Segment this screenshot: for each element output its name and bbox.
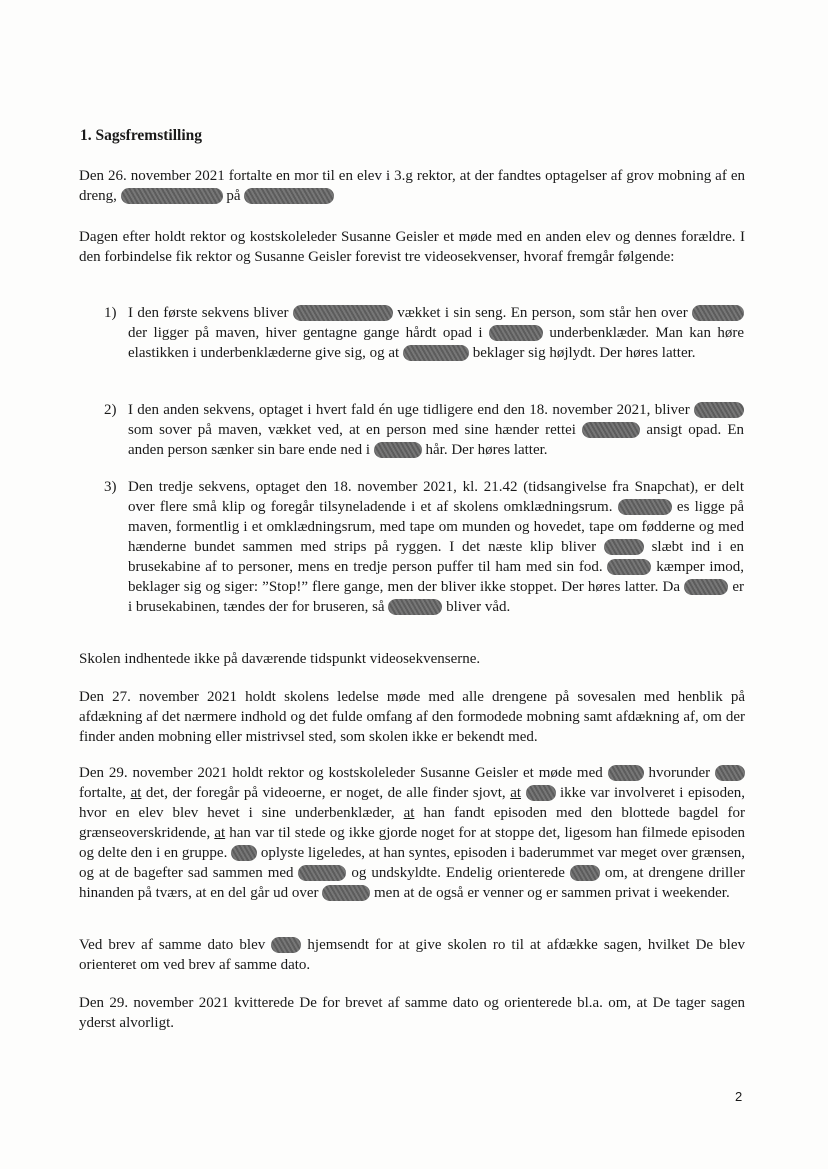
redaction bbox=[388, 599, 442, 615]
list-item: I den første sekvens bliver vækket i sin seng. En person, som står hen over der ligger på maven, hiver gentagne gange hårdt opad i underbenklæder. Man kan høre elastikken i underbenklæderne give sig, og at beklager sig højlydt. Der høres latter. bbox=[128, 305, 745, 361]
redaction bbox=[604, 539, 644, 555]
paragraph-6: Ved brev af samme dato blev hjemsendt for at give skolen ro til at afdække sagen, hvilket De blev orienteret om ved brev af samme dato. bbox=[79, 937, 745, 973]
redaction bbox=[608, 765, 644, 781]
list-item: Den tredje sekvens, optaget den 18. november 2021, kl. 21.42 (tidsangivelse fra Snapchat), er delt over flere små klip og foregår tilsyneladende i et af skolens omklædningsrum. es ligge på maven, formentlig i et omklædningsrum, med tape om munden og hovedet, tape om fødderne og med hænderne bundet sammen med strips på ryggen. I det næste klip bliver slæbt ind i en brusekabine af to personer, mens en tredje person puffer til ham med sin fod. kæmper imod, beklager sig og siger: ”Stop!” flere gange, men der bliver ikke stoppet. Der høres latter. Da er i brusekabinen, tændes der for bruseren, så bliver våd. bbox=[128, 479, 745, 615]
paragraph-2: Dagen efter holdt rektor og kostskoleleder Susanne Geisler et møde med en anden elev og dennes forældre. I den forbindelse fik rektor og Susanne Geisler forevist tre videosekvenser, hvoraf fremgår følgende: bbox=[79, 229, 745, 265]
redaction bbox=[489, 325, 543, 341]
redaction bbox=[570, 865, 600, 881]
redaction bbox=[298, 865, 346, 881]
redaction bbox=[684, 579, 728, 595]
redaction bbox=[694, 402, 744, 418]
list-number: 2) bbox=[104, 402, 117, 418]
section-heading: 1. Sagsfremstilling bbox=[80, 127, 202, 144]
paragraph-1: Den 26. november 2021 fortalte en mor til en elev i 3.g rektor, at der fandtes optagelser af grov mobning af en dreng, på bbox=[79, 168, 745, 204]
paragraph-4: Den 27. november 2021 holdt skolens ledelse møde med alle drengene på sovesalen med henblik på afdækning af det nærmere indhold og det fulde omfang af den formodede mobning samt afdækning af, om der finder anden mobning eller mistrivsel sted, som skolen ikke er bekendt med. bbox=[79, 689, 745, 745]
redaction bbox=[271, 937, 301, 953]
redaction bbox=[582, 422, 640, 438]
redaction bbox=[715, 765, 745, 781]
page-number: 2 bbox=[735, 1089, 743, 1104]
redaction bbox=[607, 559, 651, 575]
redaction bbox=[692, 305, 744, 321]
redaction bbox=[293, 305, 393, 321]
redaction bbox=[403, 345, 469, 361]
paragraph-7: Den 29. november 2021 kvitterede De for brevet af samme dato og orienterede bl.a. om, at De tager sagen yderst alvorligt. bbox=[79, 995, 745, 1031]
redaction bbox=[244, 188, 334, 204]
paragraph-5: Den 29. november 2021 holdt rektor og kostskoleleder Susanne Geisler et møde med hvorunder fortalte, at det, der foregår på videoerne, er noget, de alle finder sjovt, at ikke var involveret i episoden, hvor en elev blev hevet i sine underbenklæder, at han fandt episoden med den blottede bagdel for grænseoverskridende, at han var til stede og ikke gjorde noget for at stoppe det, ligesom han filmede episoden og delte den i en gruppe. oplyste ligeledes, at han syntes, episoden i baderummet var meget over grænsen, og at de bagefter sad sammen med og undskyldte. Endelig orienterede om, at drengene driller hinanden på tværs, at en del går ud over men at de også er venner og er sammen privat i weekender. bbox=[79, 765, 746, 901]
redaction bbox=[322, 885, 370, 901]
list-item: I den anden sekvens, optaget i hvert fald én uge tidligere end den 18. november 2021, bliver som sover på maven, vækket ved, at en person med sine hænder rettei ansigt opad. En anden person sænker sin bare ende ned i hår. Der høres latter. bbox=[128, 402, 745, 458]
redaction bbox=[231, 845, 257, 861]
redaction bbox=[374, 442, 422, 458]
redaction bbox=[121, 188, 223, 204]
redaction bbox=[526, 785, 556, 801]
paragraph-3: Skolen indhentede ikke på daværende tidspunkt videosekvenserne. bbox=[79, 651, 481, 667]
redaction bbox=[618, 499, 672, 515]
list-number: 1) bbox=[104, 305, 117, 321]
list-number: 3) bbox=[104, 479, 117, 495]
